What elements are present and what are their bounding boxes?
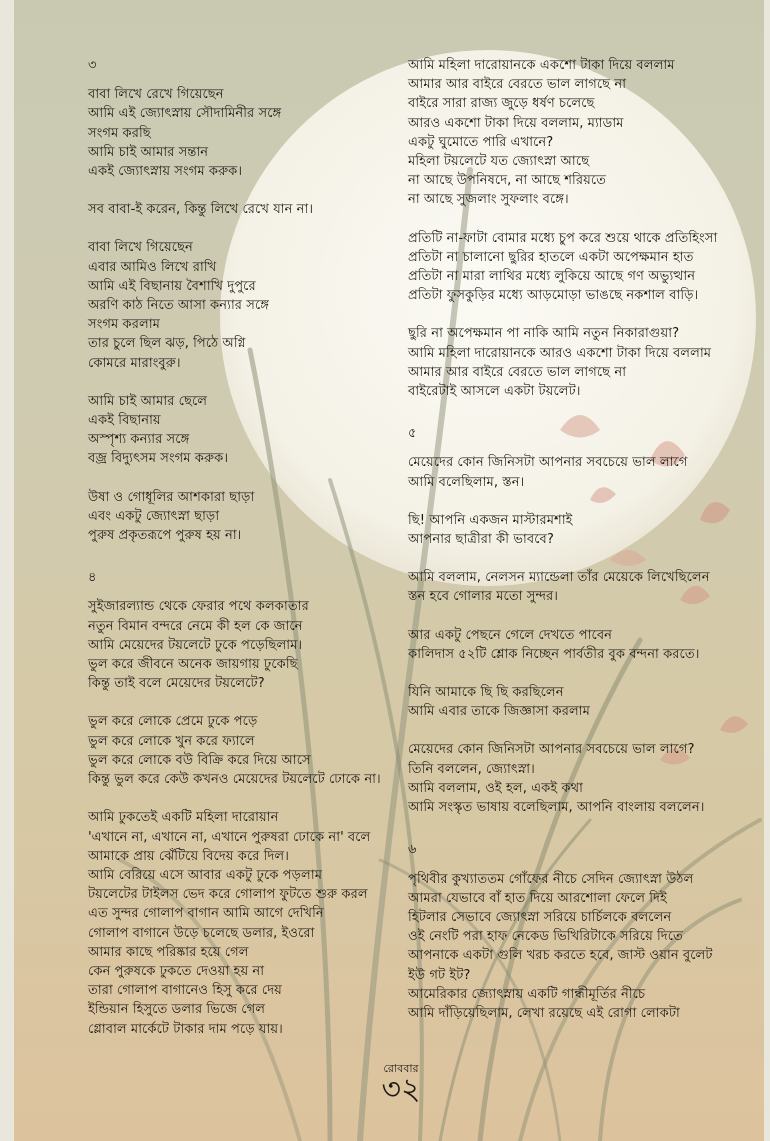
poem-line: ছুরি না অপেক্ষমান পা নাকি আমি নতুন নিকারাগুয়া?: [408, 326, 680, 342]
poem-line: আমি বললাম, নেলসন ম্যান্ডেলা তাঁর মেয়েকে লিখেছিলেন: [408, 570, 710, 586]
poem-line: পৃথিবীর কুখ্যাততম গোঁফের নীচে সেদিন জ্যোৎস্না উঠল: [408, 871, 694, 887]
poem-line: আমি বললাম, ওই হল, একই কথা: [408, 780, 583, 796]
poem-5-stanza-3: [408, 568, 748, 606]
poem-line: যিনি আমাকে ছি ছি করছিলেন: [408, 685, 564, 701]
poem-3-stanza-2: [88, 200, 408, 219]
poem-line: বাইরেটাই আসলে একটা টয়লেট।: [408, 384, 581, 400]
poem-line: ভুল করে লোকে খুন করে ফ্যালে: [88, 733, 255, 749]
poem-line: না আছে উপনিষদে, না আছে শরিয়তে: [408, 173, 607, 189]
poem-line: আমেরিকার জ্যোৎস্নায় একটি গান্ধীমূর্তির নীচে: [408, 986, 646, 1002]
poem-line: আমি চাই আমার ছেলে: [88, 393, 208, 409]
poem-line: উষা ও গোধূলির আশকারা ছাড়া: [88, 489, 255, 505]
left-column: [88, 56, 408, 1039]
poem-line: আমাকে প্রায় ঝেঁটিয়ে বিদেয় করে দিল।: [88, 848, 289, 864]
poem-line: ওই নেংটি পরা হাফ নেকেড ভিখিরিটাকে সরিয়ে দিতে: [408, 929, 683, 945]
poem-line: আমার আর বাইরে বেরতে ভাল লাগছে না: [408, 364, 627, 380]
poem-line: অরণি কাঠ নিতে আসা কন্যার সঙ্গে: [88, 298, 269, 314]
right-column: [408, 56, 748, 1023]
poem-line: ভুল করে লোকে বউ বিক্রি করে দিয়ে আসে: [88, 752, 311, 768]
poem-3-stanza-1: [88, 85, 408, 181]
poem-line: আমি সংস্কৃত ভাষায় বলেছিলাম, আপনি বাংলায় বললেন।: [408, 800, 705, 816]
poem-line: নতুন বিমান বন্দরে নেমে কী হল কে জানে: [88, 618, 303, 634]
poem-line: মেয়েদের কোন জিনিসটা আপনার সবচেয়ে ভাল লাগে?: [408, 742, 695, 758]
poem-3-stanza-4: [88, 392, 408, 469]
poem-4-stanza-2: [88, 712, 408, 789]
poem-line: একই বিছানায়: [88, 413, 161, 429]
poem-line: আমি এই বিছানায় বৈশাখি দুপুরে: [88, 278, 256, 294]
poem-line: আমি বেরিয়ে এসে আবার একটু ঢুকে পড়লাম: [88, 867, 323, 883]
poem-5-stanza-1: [408, 453, 748, 491]
poem-6-number: ৬: [408, 842, 417, 858]
poem-line: সব বাবা-ই করেন, কিন্তু লিখে রেখে যান না।: [88, 202, 314, 218]
poem-line: আমি দাঁড়িয়েছিলাম, লেখা রয়েছে এই রোগা লোকটা: [408, 1005, 680, 1021]
poem-6-stanza-1: [408, 870, 748, 1024]
poem-line: পুরুষ প্রকৃতরূপে পুরুষ হয় না।: [88, 528, 242, 544]
poem-line: কালিদাস ৫২টি শ্লোক নিচ্ছেন পার্বতীর বুক বন্দনা করতে।: [408, 646, 700, 662]
poem-line: আমি চাই আমার সন্তান: [88, 144, 209, 160]
poem-line: ভুল করে লোকে প্রেমে ঢুকে পড়ে: [88, 714, 258, 730]
poem-line: প্রতিটা ফুসকুড়ির মধ্যে আড়মোড়া ভাঙছে নকশাল বাড়ি।: [408, 288, 699, 304]
page-number: ৩২: [381, 1072, 421, 1107]
poem-5-stanza-5: [408, 683, 748, 721]
poem-3-stanza-5: [88, 488, 408, 546]
poem-line: ভুল করে জীবনে অনেক জায়গায় ঢুকেছি: [88, 657, 298, 673]
poem-line: বাইরে সারা রাজ্য জুড়ে ধর্ষণ চলেছে: [408, 96, 595, 112]
poem-line: আমি বলেছিলাম, স্তন।: [408, 474, 525, 490]
poem-line: বাবা লিখে গিয়েছেন: [88, 240, 193, 256]
poem-line: সংগম করলাম: [88, 317, 160, 333]
poem-line: একটু ঘুমোতে পারি এখানে?: [408, 134, 554, 150]
poem-line: এবং একটু জ্যোৎস্না ছাড়া: [88, 508, 220, 524]
poem-line: কেন পুরুষকে ঢুকতে দেওয়া হয় না: [88, 963, 265, 979]
poem-4-number: ৪: [88, 570, 97, 586]
poem-line: আমি মেয়েদের টয়লেটে ঢুকে পড়েছিলাম।: [88, 637, 303, 653]
poem-line: প্রতিটা না চালানো ছুরির হাতলে একটা অপেক্ষমান হাত: [408, 249, 694, 265]
poem-5-stanza-6: [408, 740, 748, 817]
poem-line: মেয়েদের কোন জিনিসটা আপনার সবচেয়ে ভাল লাগে: [408, 455, 688, 471]
poem-line: কিন্তু ভুল করে কেউ কখনও মেয়েদের টয়লেটে ঢোকে না।: [88, 772, 381, 788]
poem-line: এবার আমিও লিখে রাখি: [88, 259, 217, 275]
poem-line: প্রতিটি না-ফাটা বোমার মধ্যে চুপ করে শুয়ে থাকে প্রতিহিংসা: [408, 230, 718, 246]
poem-line: স্তন হবে গোলার মতো সুন্দর।: [408, 589, 559, 605]
poem-line: আমি ঢুকতেই একটি মহিলা দারোয়ান: [88, 810, 279, 826]
poem-line: গ্লোবাল মার্কেটে টাকার দাম পড়ে যায়।: [88, 1021, 283, 1037]
poem-line: আমি এই জ্যোৎস্নায় সৌদামিনীর সঙ্গে: [88, 106, 282, 122]
poem-line: মহিলা টয়লেটে যত জ্যোৎস্না আছে: [408, 154, 590, 170]
poem-line: আর একটু পেছনে গেলে দেখতে পাবেন: [408, 627, 613, 643]
poem-line: আরও একশো টাকা দিয়ে বললাম, ম্যাডাম: [408, 115, 624, 131]
poem-line: কিন্তু তাই বলে মেয়েদের টয়লেটে?: [88, 676, 265, 692]
poem-4-stanza-3: [88, 808, 408, 1038]
poem-line: অস্পৃশ্য কন্যার সঙ্গে: [88, 432, 190, 448]
poem-line: টয়লেটের টাইলস ভেদ করে গোলাপ ফুটতে শুরু করল: [88, 887, 368, 903]
poem-line: আমি মহিলা দারোয়ানকে আরও একশো টাকা দিয়ে বললাম: [408, 345, 712, 361]
poem-line: এত সুন্দর গোলাপ বাগান আমি আগে দেখিনি: [88, 906, 324, 922]
poem-line: আমি মহিলা দারোয়ানকে একশো টাকা দিয়ে বললাম: [408, 58, 675, 73]
poem-line: সংগম করছি: [88, 125, 151, 141]
poem-5-number: ৫: [408, 426, 417, 442]
poem-line: গোলাপ বাগানে উড়ে চলেছে ডলার, ইওরো: [88, 925, 315, 941]
poem-4-stanza-1: [88, 597, 408, 693]
poem-line: ইউ গট ইট?: [408, 967, 471, 983]
poem-line: 'এখানে না, এখানে না, এখানে পুরুষরা ঢোকে না' বলে: [88, 829, 371, 845]
poem-line: প্রতিটা না মারা লাথির মধ্যে লুকিয়ে আছে গণ অভ্যুত্থান: [408, 269, 696, 285]
poem-line: আমি এবার তাকে জিজ্ঞাসা করলাম: [408, 704, 590, 720]
poem-line: আমরা যেভাবে বাঁ হাত দিয়ে আরশোলা ফেলে দিই: [408, 890, 667, 906]
poem-4-continued-stanza-2: [408, 229, 748, 306]
poem-line: আমার আর বাইরে বেরতে ভাল লাগছে না: [408, 77, 627, 93]
poem-5-stanza-2: [408, 511, 748, 549]
poem-line: বাবা লিখে রেখে গিয়েছেন: [88, 87, 224, 103]
poem-line: সুইজারল্যান্ড থেকে ফেরার পথে কলকাতার: [88, 599, 309, 615]
poem-line: হিটলার সেভাবে জ্যোৎস্না সরিয়ে চার্চিলকে বললেন: [408, 909, 672, 925]
poem-line: ইন্ডিয়ান হিসুতে ডলার ভিজে গেল: [88, 1002, 266, 1018]
poem-line: বজ্র বিদ্যুৎসম সংগম করুক।: [88, 451, 229, 467]
poem-line: আপনাকে একটা গুলি খরচ করতে হবে, জাস্ট ওয়ান বুলেট: [408, 948, 713, 964]
poem-line: আমার কাছে পরিষ্কার হয়ে গেল: [88, 944, 249, 960]
magazine-name: রোববার: [383, 1062, 419, 1075]
poem-3-number: ৩: [88, 58, 97, 73]
poem-line: তিনি বললেন, জ্যোৎস্না।: [408, 761, 535, 777]
poem-5-stanza-4: [408, 626, 748, 664]
poem-4-continued-stanza-3: [408, 324, 748, 401]
poem-line: আপনার ছাত্রীরা কী ভাববে?: [408, 532, 554, 548]
poem-3-stanza-3: [88, 238, 408, 372]
poem-line: না আছে সুজলাং সুফলাং বঙ্গে।: [408, 192, 569, 208]
poem-line: একই জ্যোৎস্নায় সংগম করুক।: [88, 164, 243, 180]
poem-4-continued-stanza-1: [408, 56, 748, 210]
poem-line: কোমরে মারাংবুরু।: [88, 355, 181, 371]
poem-line: তার চুলে ছিল ঝড়, পিঠে অগ্নি: [88, 336, 246, 352]
page-folio: [366, 1062, 436, 1105]
poem-line: তারা গোলাপ বাগানেও হিসু করে দেয়: [88, 983, 282, 999]
poem-line: ছি! আপনি একজন মাস্টারমশাই: [408, 512, 573, 528]
